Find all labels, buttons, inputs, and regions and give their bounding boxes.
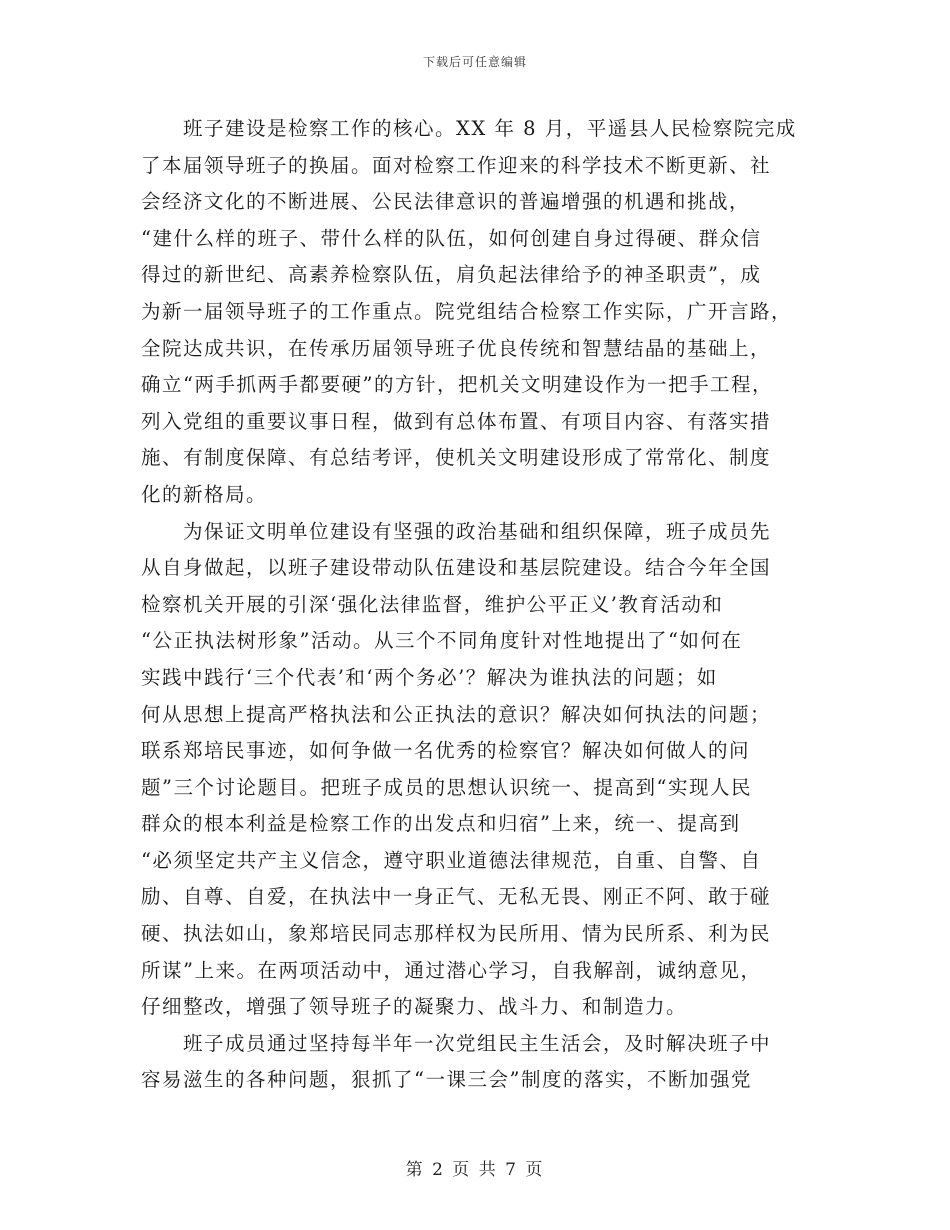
paragraph-line: 班子建设是检察工作的核心。XX 年 8 月，平遥县人民检察院完成 <box>183 117 797 140</box>
paragraph-line: 题”三个讨论题目。把班子成员的思想认识统一、提高到“实现人民 <box>141 775 752 799</box>
paragraph-line: 硬、执法如山，象郑培民同志那样权为民所用、情为民所系、利为民 <box>141 922 772 946</box>
paragraph-line: 检察机关开展的引深‘强化法律监督，维护公平正义’教育活动和 <box>141 592 724 616</box>
paragraph-line: 得过的新世纪、高素养检察队伍，肩负起法律给予的神圣职责”，成 <box>141 263 762 287</box>
paragraph-line: 化的新格局。 <box>141 482 268 506</box>
paragraph-line: 实践中践行‘三个代表’和‘两个务必’？解决为谁执法的问题；如 <box>141 665 718 689</box>
paragraph-line: 仔细整改，增强了领导班子的凝聚力、战斗力、和制造力。 <box>141 995 688 1019</box>
paragraph-line: 所谋”上来。在两项活动中，通过潜心学习，自我解剖，诚纳意见， <box>141 958 762 982</box>
paragraph-line: 了本届领导班子的换届。面对检察工作迎来的科学技术不断更新、社 <box>141 153 772 177</box>
paragraph-line: 从自身做起，以班子建设带动队伍建设和基层院建设。结合今年全国 <box>141 556 772 580</box>
paragraph-line: 列入党组的重要议事日程，做到有总体布置、有项目内容、有落实措 <box>141 409 772 433</box>
paragraph-line: 为保证文明单位建设有坚强的政治基础和组织保障，班子成员先 <box>183 519 772 543</box>
paragraph-line: 励、自尊、自爱，在执法中一身正气、无私无畏、刚正不阿、敢于碰 <box>141 885 772 909</box>
page-number-footer: 第 2 页 共 7 页 <box>405 1160 545 1180</box>
paragraph-3 <box>141 1026 801 1099</box>
paragraph-line: 全院达成共识，在传承历届领导班子优良传统和智慧结晶的基础上， <box>141 336 772 360</box>
paragraph-1 <box>141 111 801 514</box>
paragraph-line: 确立“两手抓两手都要硬”的方针，把机关文明建设作为一把手工程， <box>141 373 773 397</box>
paragraph-line: “建什么样的班子、带什么样的队伍，如何创建自身过得硬、群众信 <box>141 226 762 250</box>
paragraph-line: 何从思想上提高严格执法和公正执法的意识？解决如何执法的问题； <box>141 702 772 726</box>
paragraph-line: 班子成员通过坚持每半年一次党组民主生活会，及时解决班子中 <box>183 1031 772 1055</box>
paragraph-line: 为新一届领导班子的工作重点。院党组结合检察工作实际，广开言路， <box>141 299 793 323</box>
paragraph-line: 群众的根本利益是检察工作的出发点和归宿”上来，统一、提高到 <box>141 812 741 836</box>
paragraph-line: 会经济文化的不断进展、公民法律意识的普遍增强的机遇和挑战， <box>141 190 751 214</box>
page-header-note: 下载后可任意编辑 <box>422 55 527 69</box>
document-body <box>141 111 801 1099</box>
paragraph-line: 联系郑培民事迹，如何争做一名优秀的检察官？解决如何做人的问 <box>141 739 751 763</box>
paragraph-line: 施、有制度保障、有总结考评，使机关文明建设形成了常常化、制度 <box>141 446 772 470</box>
paragraph-2 <box>141 514 801 1026</box>
paragraph-line: “公正执法树形象”活动。从三个不同角度针对性地提出了“如何在 <box>141 629 743 653</box>
paragraph-line: 容易滋生的各种问题，狠抓了“一课三会”制度的落实，不断加强党 <box>141 1068 752 1092</box>
paragraph-line: “必须坚定共产主义信念，遵守职业道德法律规范，自重、自警、自 <box>141 848 762 872</box>
